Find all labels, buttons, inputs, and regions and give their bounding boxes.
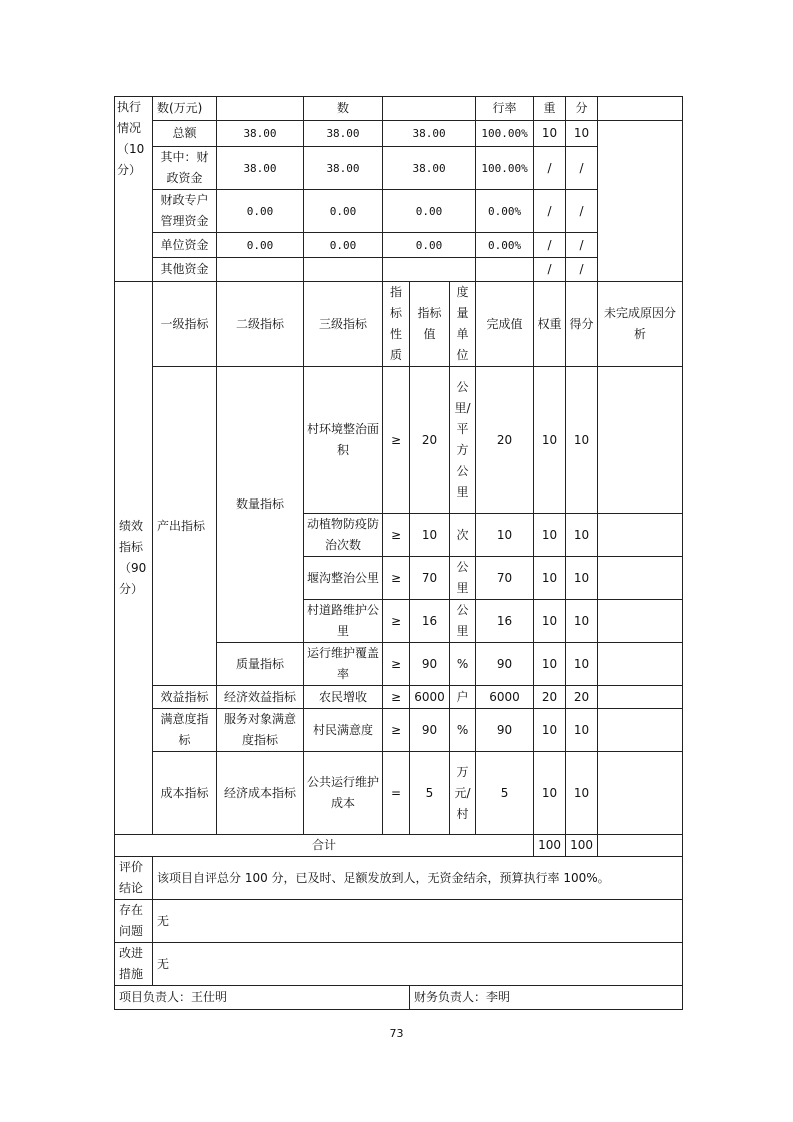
cell: 0.00: [304, 190, 383, 233]
cell: 38.00: [217, 121, 304, 147]
cell: 16: [476, 600, 534, 643]
table-row: [115, 367, 683, 514]
cell: 10: [566, 709, 598, 752]
cell: 100.00%: [476, 147, 534, 190]
indicator-name: 农民增收: [304, 686, 383, 709]
perf-section-label: 绩效指标（90分）: [115, 282, 153, 835]
cell: 10: [566, 752, 598, 835]
cell: 公里/平方公里: [450, 367, 476, 514]
cell: 38.00: [217, 147, 304, 190]
level2-cell: 经济成本指标: [217, 752, 304, 835]
measures-text: 无: [153, 943, 683, 986]
cell: /: [566, 233, 598, 258]
table-row: [115, 233, 683, 258]
issues-text: 无: [153, 900, 683, 943]
cell: [598, 752, 683, 835]
header-cell: [217, 97, 304, 121]
level1-cell: 效益指标: [153, 686, 217, 709]
fund-label: 财政专户管理资金: [153, 190, 217, 233]
header-cell: 得分: [566, 282, 598, 367]
cell: 次: [450, 514, 476, 557]
cell: 10: [534, 643, 566, 686]
cell: 70: [410, 557, 450, 600]
level2-cell: 服务对象满意度指标: [217, 709, 304, 752]
issues-label: 存在问题: [115, 900, 153, 943]
cell-empty: [598, 835, 683, 857]
cell: ≥: [383, 643, 410, 686]
table-row: [115, 147, 683, 190]
cell: 10: [566, 557, 598, 600]
total-row: [115, 835, 683, 857]
header-cell: 权重: [534, 282, 566, 367]
fund-label: 单位资金: [153, 233, 217, 258]
cell: 10: [534, 514, 566, 557]
indicator-name: 堰沟整治公里: [304, 557, 383, 600]
cell: 10: [566, 600, 598, 643]
cell: [598, 514, 683, 557]
cell: /: [534, 147, 566, 190]
header-cell: 指标值: [410, 282, 450, 367]
cell: [598, 367, 683, 514]
cell: =: [383, 752, 410, 835]
cell: /: [534, 258, 566, 282]
performance-evaluation-table: [114, 96, 683, 1010]
cell: [476, 258, 534, 282]
level2-cell: 数量指标: [217, 367, 304, 643]
cell: 6000: [410, 686, 450, 709]
cell: 38.00: [383, 147, 476, 190]
cell: [383, 258, 476, 282]
cell: 户: [450, 686, 476, 709]
cell: [304, 258, 383, 282]
cell: 10: [476, 514, 534, 557]
finance-lead: 财务负责人：李明: [410, 986, 683, 1010]
header-cell: 分: [566, 97, 598, 121]
project-lead: 项目负责人：王仕明: [115, 986, 410, 1010]
cell: ≥: [383, 686, 410, 709]
indicator-name: 村环境整治面积: [304, 367, 383, 514]
perf-header-row: [115, 282, 683, 367]
conclusion-row: [115, 857, 683, 900]
cell: 公里: [450, 557, 476, 600]
cell: 10: [534, 709, 566, 752]
header-cell: [598, 97, 683, 121]
cell: 5: [476, 752, 534, 835]
cell: 20: [410, 367, 450, 514]
cell: ≥: [383, 709, 410, 752]
indicator-name: 村道路维护公里: [304, 600, 383, 643]
cell: 0.00: [217, 190, 304, 233]
cell: 38.00: [304, 121, 383, 147]
cell: 10: [566, 121, 598, 147]
cell: [598, 643, 683, 686]
cell: 10: [534, 367, 566, 514]
cell: 90: [410, 643, 450, 686]
cell: 100.00%: [476, 121, 534, 147]
signature-row: [115, 986, 683, 1010]
cell: /: [566, 147, 598, 190]
conclusion-label: 评价结论: [115, 857, 153, 900]
level1-cell: 产出指标: [153, 367, 217, 686]
cell: 70: [476, 557, 534, 600]
table-row: [115, 752, 683, 835]
header-cell: 二级指标: [217, 282, 304, 367]
cell: 10: [410, 514, 450, 557]
cell: /: [566, 258, 598, 282]
total-score: 100: [566, 835, 598, 857]
header-cell: 一级指标: [153, 282, 217, 367]
header-cell: 数(万元): [153, 97, 217, 121]
cell: 20: [476, 367, 534, 514]
cell: 10: [534, 121, 566, 147]
header-cell: 完成值: [476, 282, 534, 367]
cell: 0.00: [383, 190, 476, 233]
table-row: [115, 709, 683, 752]
cell: ≥: [383, 514, 410, 557]
level1-cell: 成本指标: [153, 752, 217, 835]
cell: [598, 709, 683, 752]
cell: 0.00%: [476, 233, 534, 258]
cell: ≥: [383, 367, 410, 514]
cell: 90: [476, 643, 534, 686]
indicator-name: 村民满意度: [304, 709, 383, 752]
level2-cell: 经济效益指标: [217, 686, 304, 709]
cell: %: [450, 643, 476, 686]
table-row: [115, 686, 683, 709]
cell: 20: [566, 686, 598, 709]
header-cell: 数: [304, 97, 383, 121]
cell-empty: [598, 121, 683, 282]
header-cell: 度量单位: [450, 282, 476, 367]
header-cell: 重: [534, 97, 566, 121]
cell: 0.00%: [476, 190, 534, 233]
header-cell: [383, 97, 476, 121]
cell: 万元/村: [450, 752, 476, 835]
cell: /: [566, 190, 598, 233]
cell: /: [534, 190, 566, 233]
issues-row: [115, 900, 683, 943]
cell: /: [534, 233, 566, 258]
cell: ≥: [383, 557, 410, 600]
cell: 0.00: [304, 233, 383, 258]
cell: 38.00: [304, 147, 383, 190]
cell: ≥: [383, 600, 410, 643]
header-cell: 指标性质: [383, 282, 410, 367]
header-cell: 未完成原因分析: [598, 282, 683, 367]
indicator-name: 动植物防疫防治次数: [304, 514, 383, 557]
cell: 16: [410, 600, 450, 643]
cell: [598, 557, 683, 600]
fund-label: 其中：财政资金: [153, 147, 217, 190]
page-number: 73: [389, 1027, 404, 1040]
cell: 0.00: [383, 233, 476, 258]
indicator-name: 公共运行维护成本: [304, 752, 383, 835]
table-row: [115, 121, 683, 147]
fund-label: 总额: [153, 121, 217, 147]
table-row: [115, 258, 683, 282]
cell: 38.00: [383, 121, 476, 147]
cell: 90: [476, 709, 534, 752]
level2-cell: 质量指标: [217, 643, 304, 686]
total-label: 合计: [115, 835, 534, 857]
cell: 90: [410, 709, 450, 752]
fund-label: 其他资金: [153, 258, 217, 282]
header-cell: 行率: [476, 97, 534, 121]
cell: %: [450, 709, 476, 752]
measures-row: [115, 943, 683, 986]
cell: 10: [534, 557, 566, 600]
cell: 5: [410, 752, 450, 835]
header-cell: 三级指标: [304, 282, 383, 367]
conclusion-text: 该项目自评总分 100 分，已及时、足额发放到人，无资金结余，预算执行率 100%。: [153, 857, 683, 900]
cell: 0.00: [217, 233, 304, 258]
cell: 10: [566, 514, 598, 557]
level1-cell: 满意度指标: [153, 709, 217, 752]
cell: 10: [566, 367, 598, 514]
cell: [598, 600, 683, 643]
cell: [598, 686, 683, 709]
indicator-name: 运行维护覆盖率: [304, 643, 383, 686]
table-row: [115, 190, 683, 233]
exec-section-label: 执行情况（10分）: [115, 97, 153, 282]
cell: 6000: [476, 686, 534, 709]
measures-label: 改进措施: [115, 943, 153, 986]
cell: 公里: [450, 600, 476, 643]
cell: 20: [534, 686, 566, 709]
cell: 10: [534, 752, 566, 835]
cell: 10: [534, 600, 566, 643]
cell: 10: [566, 643, 598, 686]
total-weight: 100: [534, 835, 566, 857]
cell: [217, 258, 304, 282]
